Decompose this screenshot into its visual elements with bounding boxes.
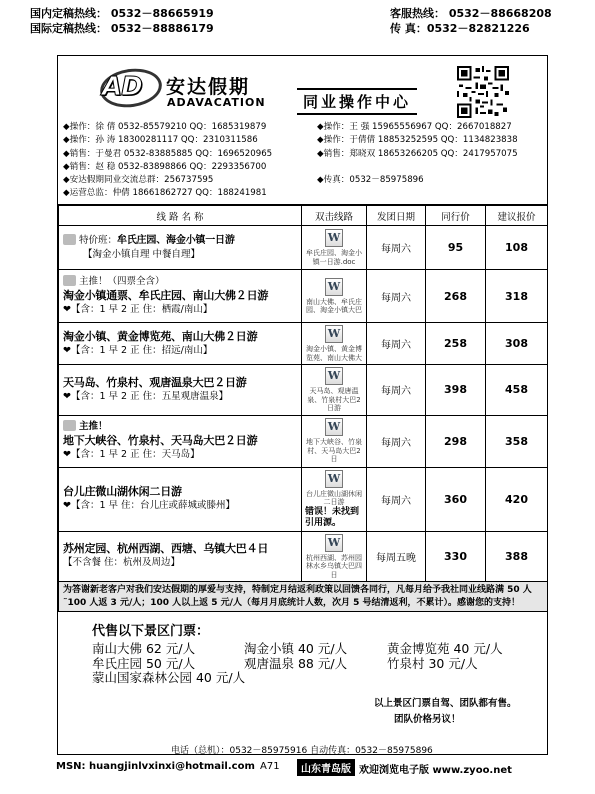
route-cell xyxy=(59,415,302,467)
table-row xyxy=(59,415,548,467)
service-hotline: 客服热线： 0532－88668208 xyxy=(390,7,552,20)
route-title: 苏州定园、杭州西湖、西塘、乌镇大巴４日 xyxy=(63,542,269,556)
route-title: 台儿庄微山湖休闲二日游 xyxy=(63,485,182,498)
departure-date: 每周六 xyxy=(367,415,426,467)
word-doc-icon[interactable]: W xyxy=(325,418,343,436)
doc-cell[interactable] xyxy=(302,531,367,582)
contact-row xyxy=(63,134,543,147)
doc-cell[interactable] xyxy=(302,467,367,531)
doc-filename[interactable]: 地下大峡谷、竹泉村、天马岛大巴2日 xyxy=(306,438,362,464)
contact-entry: ◆销售：郑晓双 18653266205 QQ：2417957075 xyxy=(317,148,518,159)
qr-code-icon xyxy=(457,66,509,118)
contact-row xyxy=(63,148,543,161)
route-title: 淘金小镇、黄金博览苑、南山大佛２日游 xyxy=(63,329,258,343)
departure-date: 每周六 xyxy=(367,226,426,270)
peer-price: 398 xyxy=(426,365,486,416)
contact-entry: ◆传真：0532－85975896 xyxy=(317,175,424,186)
ref-error-text: 错误！未找到引用源。 xyxy=(305,506,360,528)
word-doc-icon[interactable]: W xyxy=(325,229,343,247)
route-detail: ❤【含：1 早 2 正 住：五星观唐温泉】 xyxy=(63,390,229,402)
route-tag: 主推！（四票全含） xyxy=(79,276,165,287)
fax-line: 传 真：0532－82821226 xyxy=(390,22,530,35)
departure-date: 每周六 xyxy=(367,467,426,531)
route-detail: ❤【含：1 早 2 正 住：栖霞/南山】 xyxy=(63,304,213,315)
word-doc-icon[interactable]: W xyxy=(325,278,343,296)
contact-row xyxy=(63,187,543,200)
ticket-note-line: 团队价格另议！ xyxy=(394,714,461,725)
route-cell xyxy=(59,323,302,365)
page-number: A71 xyxy=(260,761,280,772)
contact-entry: ◆安达假期同业交流总群：256737595 xyxy=(63,175,214,186)
ticket-item: 牟氏庄园 50 元/人 xyxy=(92,655,196,671)
ticket-note-line: 以上景区门票自驾、团队都有售。 xyxy=(374,698,517,709)
flyer-frame xyxy=(57,55,548,755)
suggested-price: 358 xyxy=(486,415,548,467)
word-doc-icon[interactable]: W xyxy=(325,367,343,385)
promo-row xyxy=(59,582,548,612)
ticket-section xyxy=(58,612,547,756)
intl-hotline: 国际定稿热线： 0532－88886179 xyxy=(30,22,214,35)
doc-cell[interactable] xyxy=(302,415,367,467)
suggested-price: 388 xyxy=(486,531,548,582)
route-title: 地下大峡谷、竹泉村、天马岛大巴２日游 xyxy=(63,434,258,447)
peer-price: 268 xyxy=(426,270,486,323)
suggested-price: 420 xyxy=(486,467,548,531)
table-row xyxy=(59,226,548,270)
table-row xyxy=(59,270,548,323)
doc-filename[interactable]: 南山大佛、牟氏庄园、淘金小镇大巴 xyxy=(306,297,362,314)
word-doc-icon[interactable]: W xyxy=(325,534,343,552)
doc-cell[interactable] xyxy=(302,323,367,365)
phone-line: 电话（总机）：0532－85975916 自动传真：0532－85975896 xyxy=(171,746,433,756)
contact-entry: ◆操作：王 强 15965556967 QQ：2667018827 xyxy=(317,122,512,132)
word-doc-icon[interactable]: W xyxy=(325,325,343,343)
doc-filename[interactable]: 台儿庄微山湖休闲二日游 xyxy=(306,489,362,506)
route-cell xyxy=(59,467,302,531)
doc-cell[interactable] xyxy=(302,226,367,270)
peer-price: 330 xyxy=(426,531,486,582)
route-title: 淘金小镇通票、牟氏庄园、南山大佛２日游 xyxy=(63,289,269,302)
contact-entry: ◆操作：于倩倩 18853252595 QQ：1134823838 xyxy=(317,135,518,146)
word-doc-icon[interactable]: W xyxy=(325,470,343,488)
route-detail: 【淘金小镇自理 中餐自理】 xyxy=(83,248,201,260)
hotlines xyxy=(30,6,565,44)
center-title: 同业操作中心 xyxy=(297,88,417,115)
route-table-wrap xyxy=(58,204,547,612)
peer-price: 95 xyxy=(426,226,486,270)
ticket-item: 南山大佛 62 元/人 xyxy=(92,641,196,656)
table-header-row xyxy=(59,206,548,226)
contact-entry: ◆运营总监：仲倩 18661862727 QQ：188241981 xyxy=(63,188,267,199)
doc-filename[interactable]: 牟氏庄园、淘金小镇一日游.doc xyxy=(306,249,362,266)
doc-cell[interactable] xyxy=(302,365,367,416)
suggested-price: 108 xyxy=(486,226,548,270)
route-title: 天马岛、竹泉村、观唐温泉大巴２日游 xyxy=(63,375,247,389)
doc-cell[interactable] xyxy=(302,270,367,323)
doc-filename[interactable]: 天马岛、观唐温泉、竹泉村大巴2日游 xyxy=(307,387,361,412)
ticket-item: 黄金博览苑 40 元/人 xyxy=(387,641,503,656)
logo-letters: AD xyxy=(102,72,142,102)
route-tag: 特价班： xyxy=(79,234,118,246)
table-row xyxy=(59,323,548,365)
contact-entry: ◆销售：于曼君 0532-83885885 QQ：1696520965 xyxy=(63,148,273,159)
route-title: 牟氏庄园、海金小镇一日游 xyxy=(117,234,235,246)
route-tag: 主推！ xyxy=(79,421,108,432)
route-detail: ❤【含：1 早 2 正 住：天马岛】 xyxy=(63,449,200,460)
departure-date: 每周六 xyxy=(367,270,426,323)
route-cell xyxy=(59,226,302,270)
col-price: 同行价 xyxy=(426,206,486,226)
suggested-price: 318 xyxy=(486,270,548,323)
route-cell xyxy=(59,270,302,323)
contact-entry: ◆操作：孙 涛 18300281117 QQ：2310311586 xyxy=(63,135,258,146)
peer-price: 360 xyxy=(426,467,486,531)
route-table xyxy=(58,205,548,612)
departure-date: 每周六 xyxy=(367,365,426,416)
edition-badge: 山东青岛版 xyxy=(297,759,355,776)
col-route-name: 线 路 名 称 xyxy=(59,206,302,226)
brand-name-en: ADAVACATION xyxy=(167,96,266,109)
msn-contact: MSN: huangjinlvxinxi@hotmail.com xyxy=(56,761,255,772)
ticket-item: 观唐温泉 88 元/人 xyxy=(244,655,348,671)
ticket-heading: 代售以下景区门票： xyxy=(92,624,210,639)
brand-name-cn: 安达假期 xyxy=(166,76,251,98)
domestic-hotline: 国内定稿热线： 0532－88665919 xyxy=(30,7,214,20)
peer-price: 298 xyxy=(426,415,486,467)
departure-date: 每周六 xyxy=(367,323,426,365)
header xyxy=(58,56,547,204)
col-suggest: 建议报价 xyxy=(486,206,548,226)
thumbs-up-icon xyxy=(63,275,76,286)
contact-row xyxy=(63,174,543,187)
suggested-price: 308 xyxy=(486,323,548,365)
route-detail: 【不含餐 住：杭州及周边】 xyxy=(63,557,181,569)
thumbs-up-icon xyxy=(63,234,76,245)
website-text: 欢迎浏览电子版 www.zyoo.net xyxy=(359,765,512,776)
thumbs-up-icon xyxy=(63,420,76,431)
table-row xyxy=(59,531,548,582)
peer-price: 258 xyxy=(426,323,486,365)
route-cell xyxy=(59,531,302,582)
col-doc: 双击线路 xyxy=(302,206,367,226)
doc-filename[interactable]: 淘金小镇、黄金博览苑、南山大佛大 xyxy=(306,345,362,362)
contact-entry: ◆销售：赵 稳 0532-83898866 QQ：2293356700 xyxy=(63,161,267,172)
route-detail: ❤【含：1 早 住：台儿庄或薛城或滕州】 xyxy=(63,500,236,511)
route-cell xyxy=(59,365,302,416)
ticket-item: 蒙山国家森林公园 40 元/人 xyxy=(92,670,246,685)
doc-filename[interactable]: 杭州西湖、苏州园林水乡乌镇大巴四日 xyxy=(306,553,362,579)
col-date: 发团日期 xyxy=(367,206,426,226)
suggested-price: 458 xyxy=(486,365,548,416)
ticket-note xyxy=(374,696,517,728)
footer xyxy=(56,756,550,786)
route-detail: ❤【含：1 早 2 正 住：招远/南山】 xyxy=(63,344,213,356)
contact-row xyxy=(63,121,543,134)
table-row xyxy=(59,467,548,531)
ticket-item: 竹泉村 30 元/人 xyxy=(387,655,478,671)
ticket-item: 淘金小镇 40 元/人 xyxy=(244,641,348,656)
contact-entry: ◆操作：徐 倩 0532-85579210 QQ：1685319879 xyxy=(63,122,267,132)
contact-row xyxy=(63,161,543,174)
rebate-promo: 为答谢新老客户对我们安达假期的厚爱与支持，特制定月结返利政策以回馈各同行，凡每月给予我社同业线路满 50 人˜100 人返 3 元/人；100 人以上返 5 元/人（每月月底统计人数，次月 5 号结清返利，不累计）。感谢您的支持！ xyxy=(59,582,548,612)
departure-date: 每周五晚 xyxy=(367,531,426,582)
table-row xyxy=(59,365,548,416)
contact-list xyxy=(63,121,543,201)
